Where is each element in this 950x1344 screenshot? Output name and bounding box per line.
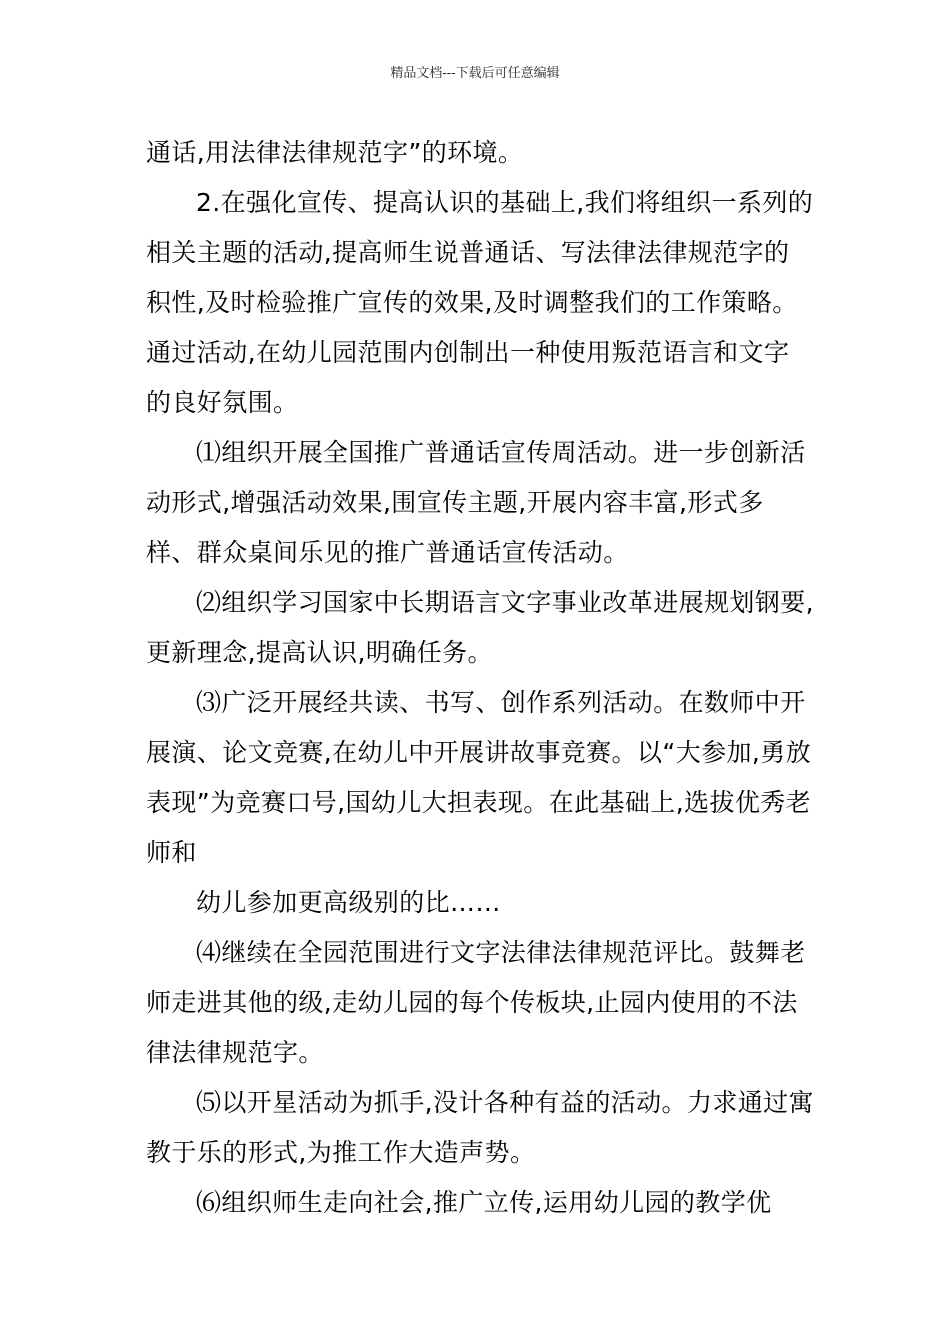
paragraph-2: 2.在强化宣传、提高认识的基础上,我们将组织一系列的相关主题的活动,提高师生说普通话、写法律法律规范字的积性,及时检验推广宣传的效果,及时调整我们的工作策略。通过活动,在幼儿园范围内创制出一种使用叛范语言和文字的良好氛围。 <box>146 188 814 417</box>
paragraph-6: 幼儿参加更高级别的比…… <box>196 888 501 917</box>
paragraph-1: 通话,用法律法律规范字”的环境。 <box>146 138 524 167</box>
paragraph-5: ⑶广泛开展经共读、书写、创作系列活动。在数师中开展演、论文竞赛,在幼儿中开展讲故事竞赛。以“大参加,勇放表现”为竞赛口号,国幼儿大担表现。在此基础上,选拔优秀老师和 <box>146 688 812 867</box>
paragraph-9: ⑹组织师生走向社会,推广立传,运用幼儿园的教学优 <box>196 1188 772 1217</box>
paragraph-8: ⑸以开星活动为抓手,没计各种有益的活动。力求通过寓教于乐的形式,为推工作大造声势。 <box>146 1088 814 1167</box>
document-body <box>146 128 814 1228</box>
paragraph-3: ⑴组织开展全国推广普通话宣传周活动。进一步创新活动形式,增强活动效果,围宣传主题,开展内容丰富,形式多样、群众桌间乐见的推广普通话宣传活动。 <box>146 438 806 567</box>
paragraph-7: ⑷继续在全园范围进行文字法律法律规范评比。鼓舞老师走进其他的级,走幼儿园的每个传板块,止园内使用的不法律法律规范字。 <box>146 938 806 1067</box>
paragraph-4: ⑵组织学习国家中长期语言文字事业改革进展规划钢要,更新理念,提高认识,明确任务。 <box>146 588 814 667</box>
page-header: 精品文档---下载后可任意编辑 <box>390 66 560 81</box>
